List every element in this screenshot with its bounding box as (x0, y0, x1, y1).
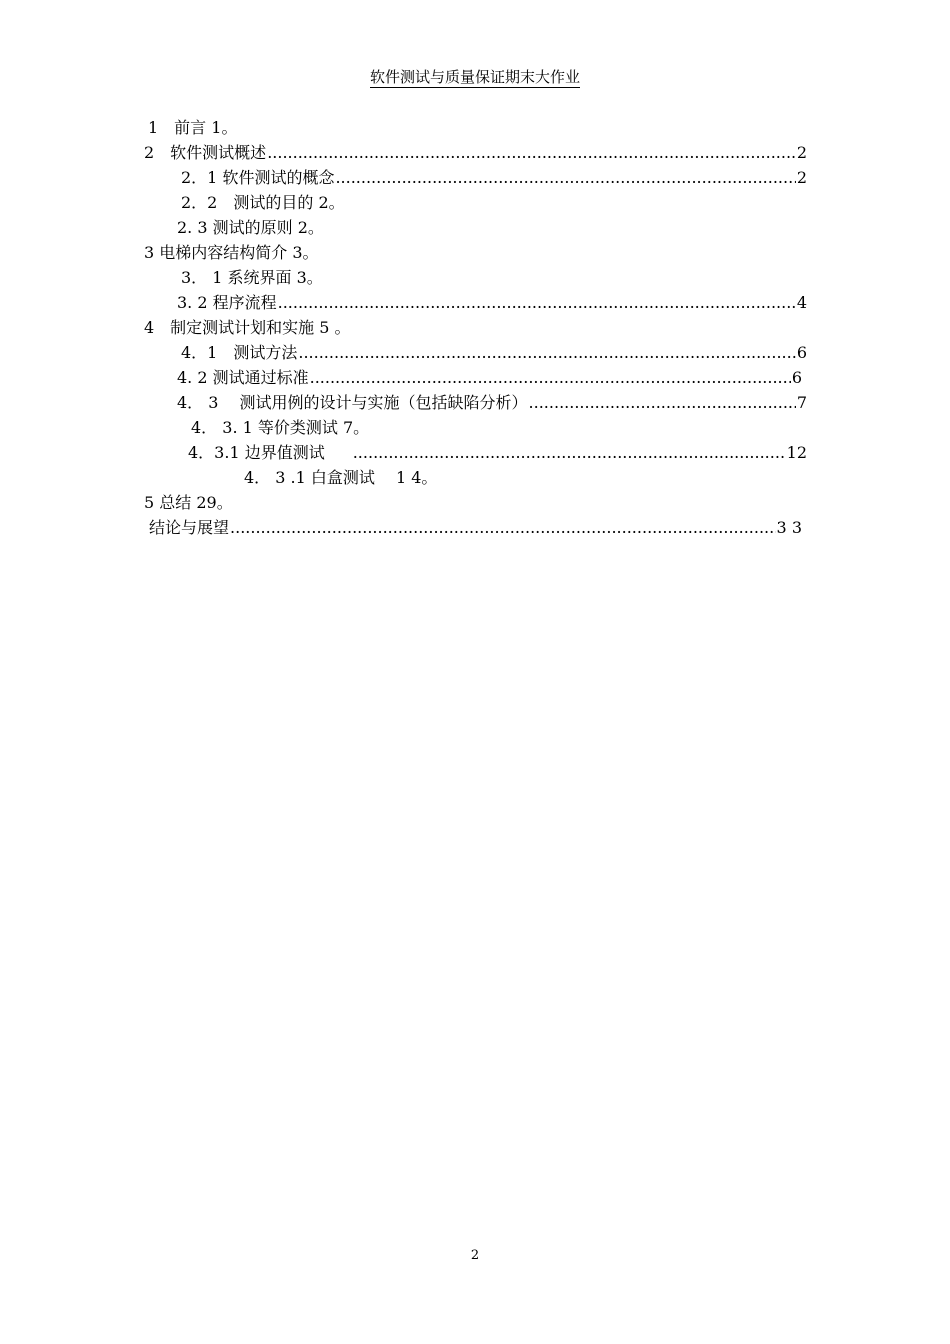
toc-entry-4-3-1-boundary[interactable] (188, 441, 807, 465)
toc-entry-text: 2 软件测试概述 (144, 143, 267, 162)
toc-page-number: 2 (796, 143, 807, 162)
toc-entry-4-3-1[interactable] (191, 416, 369, 440)
page-number: 2 (470, 1248, 480, 1263)
toc-entry-text: 3. 2 程序流程 (177, 293, 277, 312)
toc-leader (298, 341, 795, 365)
toc-page-number: 4 (796, 293, 807, 312)
toc-entry-text: 4． 3 .1 白盒测试 1 4。 (244, 468, 438, 487)
toc-leader (353, 441, 786, 465)
toc-entry-3-2[interactable] (177, 291, 807, 315)
toc-entry-text: 4 制定测试计划和实施 5 。 (144, 318, 351, 337)
toc-entry-2[interactable] (144, 141, 807, 165)
toc-entry-4-3-1-whitebox[interactable] (244, 466, 437, 490)
toc-entry-2-2[interactable] (181, 191, 345, 215)
toc-entry-text: 3． 1 系统界面 3。 (181, 268, 323, 287)
toc-entry-conclusion[interactable] (149, 516, 802, 540)
toc-entry-3-1[interactable] (181, 266, 323, 290)
toc-page-number: 12 (786, 443, 807, 462)
toc-entry-text: 4． 3. 1 等价类测试 7。 (191, 418, 370, 437)
toc-entry-text: 结论与展望 (149, 518, 230, 537)
toc-leader (230, 516, 776, 540)
toc-leader (529, 391, 796, 415)
toc-entry-4-2[interactable] (177, 366, 802, 390)
toc-entry-text: 5 总结 29。 (144, 493, 233, 512)
toc-entry-2-3[interactable] (177, 216, 324, 240)
toc-entry-text: 4. 2 测试通过标准 (177, 368, 309, 387)
toc-entry-text: 2. 3 测试的原则 2。 (177, 218, 324, 237)
toc-leader (278, 291, 796, 315)
toc-entry-text: 2．1 软件测试的概念 (181, 168, 335, 187)
toc-entry-4-1[interactable] (181, 341, 807, 365)
page-header (0, 66, 950, 87)
toc-entry-text: 1 前言 1。 (148, 118, 238, 137)
toc-entry-2-1[interactable] (181, 166, 807, 190)
toc-page-number: 7 (796, 393, 807, 412)
toc-entry-text: 2．2 测试的目的 2。 (181, 193, 345, 212)
toc-leader (310, 366, 791, 390)
toc-entry-text: 4．3.1 边界值测试 (188, 443, 341, 462)
toc-page-number: 2 (796, 168, 807, 187)
toc-page-number: 6 (796, 343, 807, 362)
toc-entry-text: 3 电梯内容结构简介 3。 (144, 243, 319, 262)
toc-entry-5[interactable] (144, 491, 233, 515)
toc-entry-1[interactable] (148, 116, 237, 140)
toc-entry-3[interactable] (144, 241, 319, 265)
toc-entry-4[interactable] (144, 316, 351, 340)
toc-page-number: 6 (791, 368, 802, 387)
toc-page-number: 3 3 (776, 518, 802, 537)
toc-leader (335, 166, 795, 190)
toc-entry-text: 4． 3 测试用例的设计与实施（包括缺陷分析） (177, 393, 528, 412)
toc-entry-text: 4．1 测试方法 (181, 343, 298, 362)
toc-entry-4-3[interactable] (177, 391, 807, 415)
toc-leader (267, 141, 796, 165)
document-title: 软件测试与质量保证期末大作业 (369, 68, 580, 86)
